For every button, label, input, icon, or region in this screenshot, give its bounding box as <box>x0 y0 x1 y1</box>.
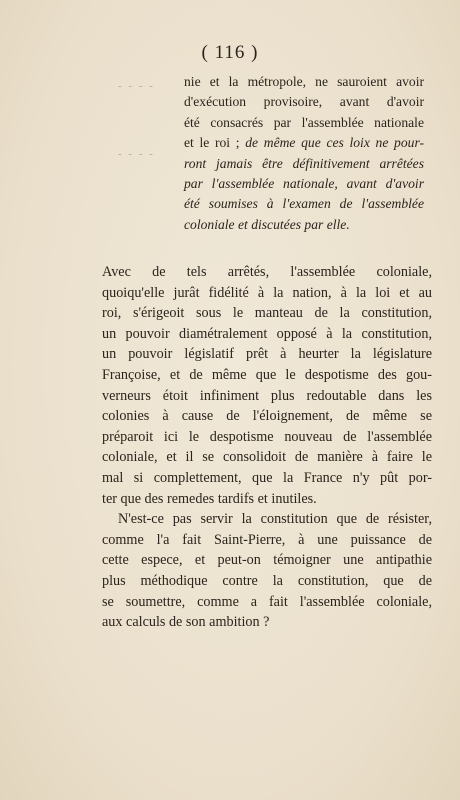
quote-line: par l'assemblée nationale, avant d'avoir <box>184 176 424 192</box>
quote-line: ront jamais être définitivement arrêtées <box>184 155 424 171</box>
quote-line: nie et la métropole, ne sauroient avoir <box>184 74 424 89</box>
text-line: un pouvoir diamétralement opposé à la constitution, <box>102 325 432 342</box>
text-line: aux calculs de son ambition ? <box>102 614 270 631</box>
text-line: quoiqu'elle jurât fidélité à la nation, à la loi et au <box>102 284 432 301</box>
quote-line: d'exécution provisoire, avant d'avoir <box>184 94 424 110</box>
paragraph <box>102 262 432 509</box>
quote-line: été consacrés par l'assemblée nationale <box>184 114 424 130</box>
text-line: N'est-ce pas servir la constitution que de résister, <box>118 511 432 528</box>
text-line: comme l'a fait Saint-Pierre, à une puissance de <box>102 531 432 548</box>
paragraph <box>102 509 432 633</box>
text-line: colonies à cause de l'éloignement, de même se <box>102 408 432 425</box>
text-line: préparoit ici le despotisme nouveau de l'assemblée <box>102 428 432 445</box>
text-line: verneurs étoit infiniment plus redoutable dans les <box>102 387 432 404</box>
quote-line-plain-part: et le roi ; <box>184 135 246 151</box>
text-line: plus méthodique contre la constitution, que de <box>102 572 432 589</box>
quote-line-mixed <box>184 133 424 153</box>
text-line: Françoise, et de même que le despotisme des gou- <box>102 366 432 383</box>
page-number: ( 116 ) <box>201 42 259 63</box>
text-line: mal si complettement, que la France n'y pût por- <box>102 469 432 486</box>
text-line: Avec de tels arrêtés, l'assemblée coloniale, <box>102 264 432 280</box>
margin-bleed-mark: - - - - <box>118 80 155 92</box>
text-line: cette espece, et peut-on témoigner une antipathie <box>102 552 432 569</box>
body-text <box>102 262 432 633</box>
text-line: se soumettre, comme a fait l'assemblée coloniale, <box>102 593 432 610</box>
quote-line-italic-part: de même que ces loix ne pour- <box>245 135 424 151</box>
text-line: un pouvoir législatif prêt à heurter la législature <box>102 346 432 363</box>
quoted-decree-text <box>184 72 424 235</box>
margin-bleed-mark: - - - - <box>118 148 155 160</box>
text-line: roi, s'érigeoit sous le manteau de la constitution, <box>102 305 432 322</box>
quote-line: coloniale et discutées par elle. <box>184 216 350 232</box>
text-line: ter que des remedes tardifs et inutiles. <box>102 490 317 507</box>
quote-line: été soumises à l'examen de l'assemblée <box>184 196 424 212</box>
text-line: coloniale, et il se consolidoit de manière à faire le <box>102 449 432 466</box>
